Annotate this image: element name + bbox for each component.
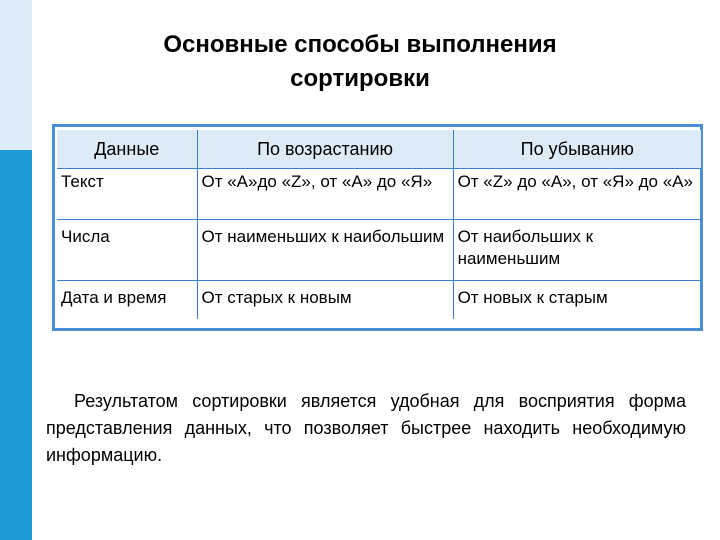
table-header-row xyxy=(57,130,701,169)
table-row xyxy=(57,169,701,220)
left-decor-bar-accent xyxy=(0,150,32,540)
header-data: Данные xyxy=(57,130,197,169)
cell-data-type: Числа xyxy=(57,220,197,281)
cell-descending: От новых к старым xyxy=(453,281,701,320)
cell-descending: От «Z» до «А», от «Я» до «А» xyxy=(453,169,701,220)
cell-ascending: От старых к новым xyxy=(197,281,453,320)
header-descending: По убыванию xyxy=(453,130,701,169)
cell-descending: От наибольших к наименьшим xyxy=(453,220,701,281)
cell-ascending: От наименьших к наибольшим xyxy=(197,220,453,281)
cell-data-type: Дата и время xyxy=(57,281,197,320)
sorting-methods-table xyxy=(57,130,701,319)
title-line-1: Основные способы выполнения xyxy=(163,31,557,58)
title-line-2: сортировки xyxy=(290,65,430,92)
cell-ascending: От «А»до «Z», от «А» до «Я» xyxy=(197,169,453,220)
cell-data-type: Текст xyxy=(57,169,197,220)
header-ascending: По возрастанию xyxy=(197,130,453,169)
summary-paragraph: Результатом сортировки является удобная для восприятия форма представления данных, что позволяет быстрее находить необходимую информацию. xyxy=(46,391,686,465)
table-row xyxy=(57,281,701,320)
table-row xyxy=(57,220,701,281)
page-title xyxy=(60,28,660,96)
sorting-methods-table-container xyxy=(50,124,701,329)
